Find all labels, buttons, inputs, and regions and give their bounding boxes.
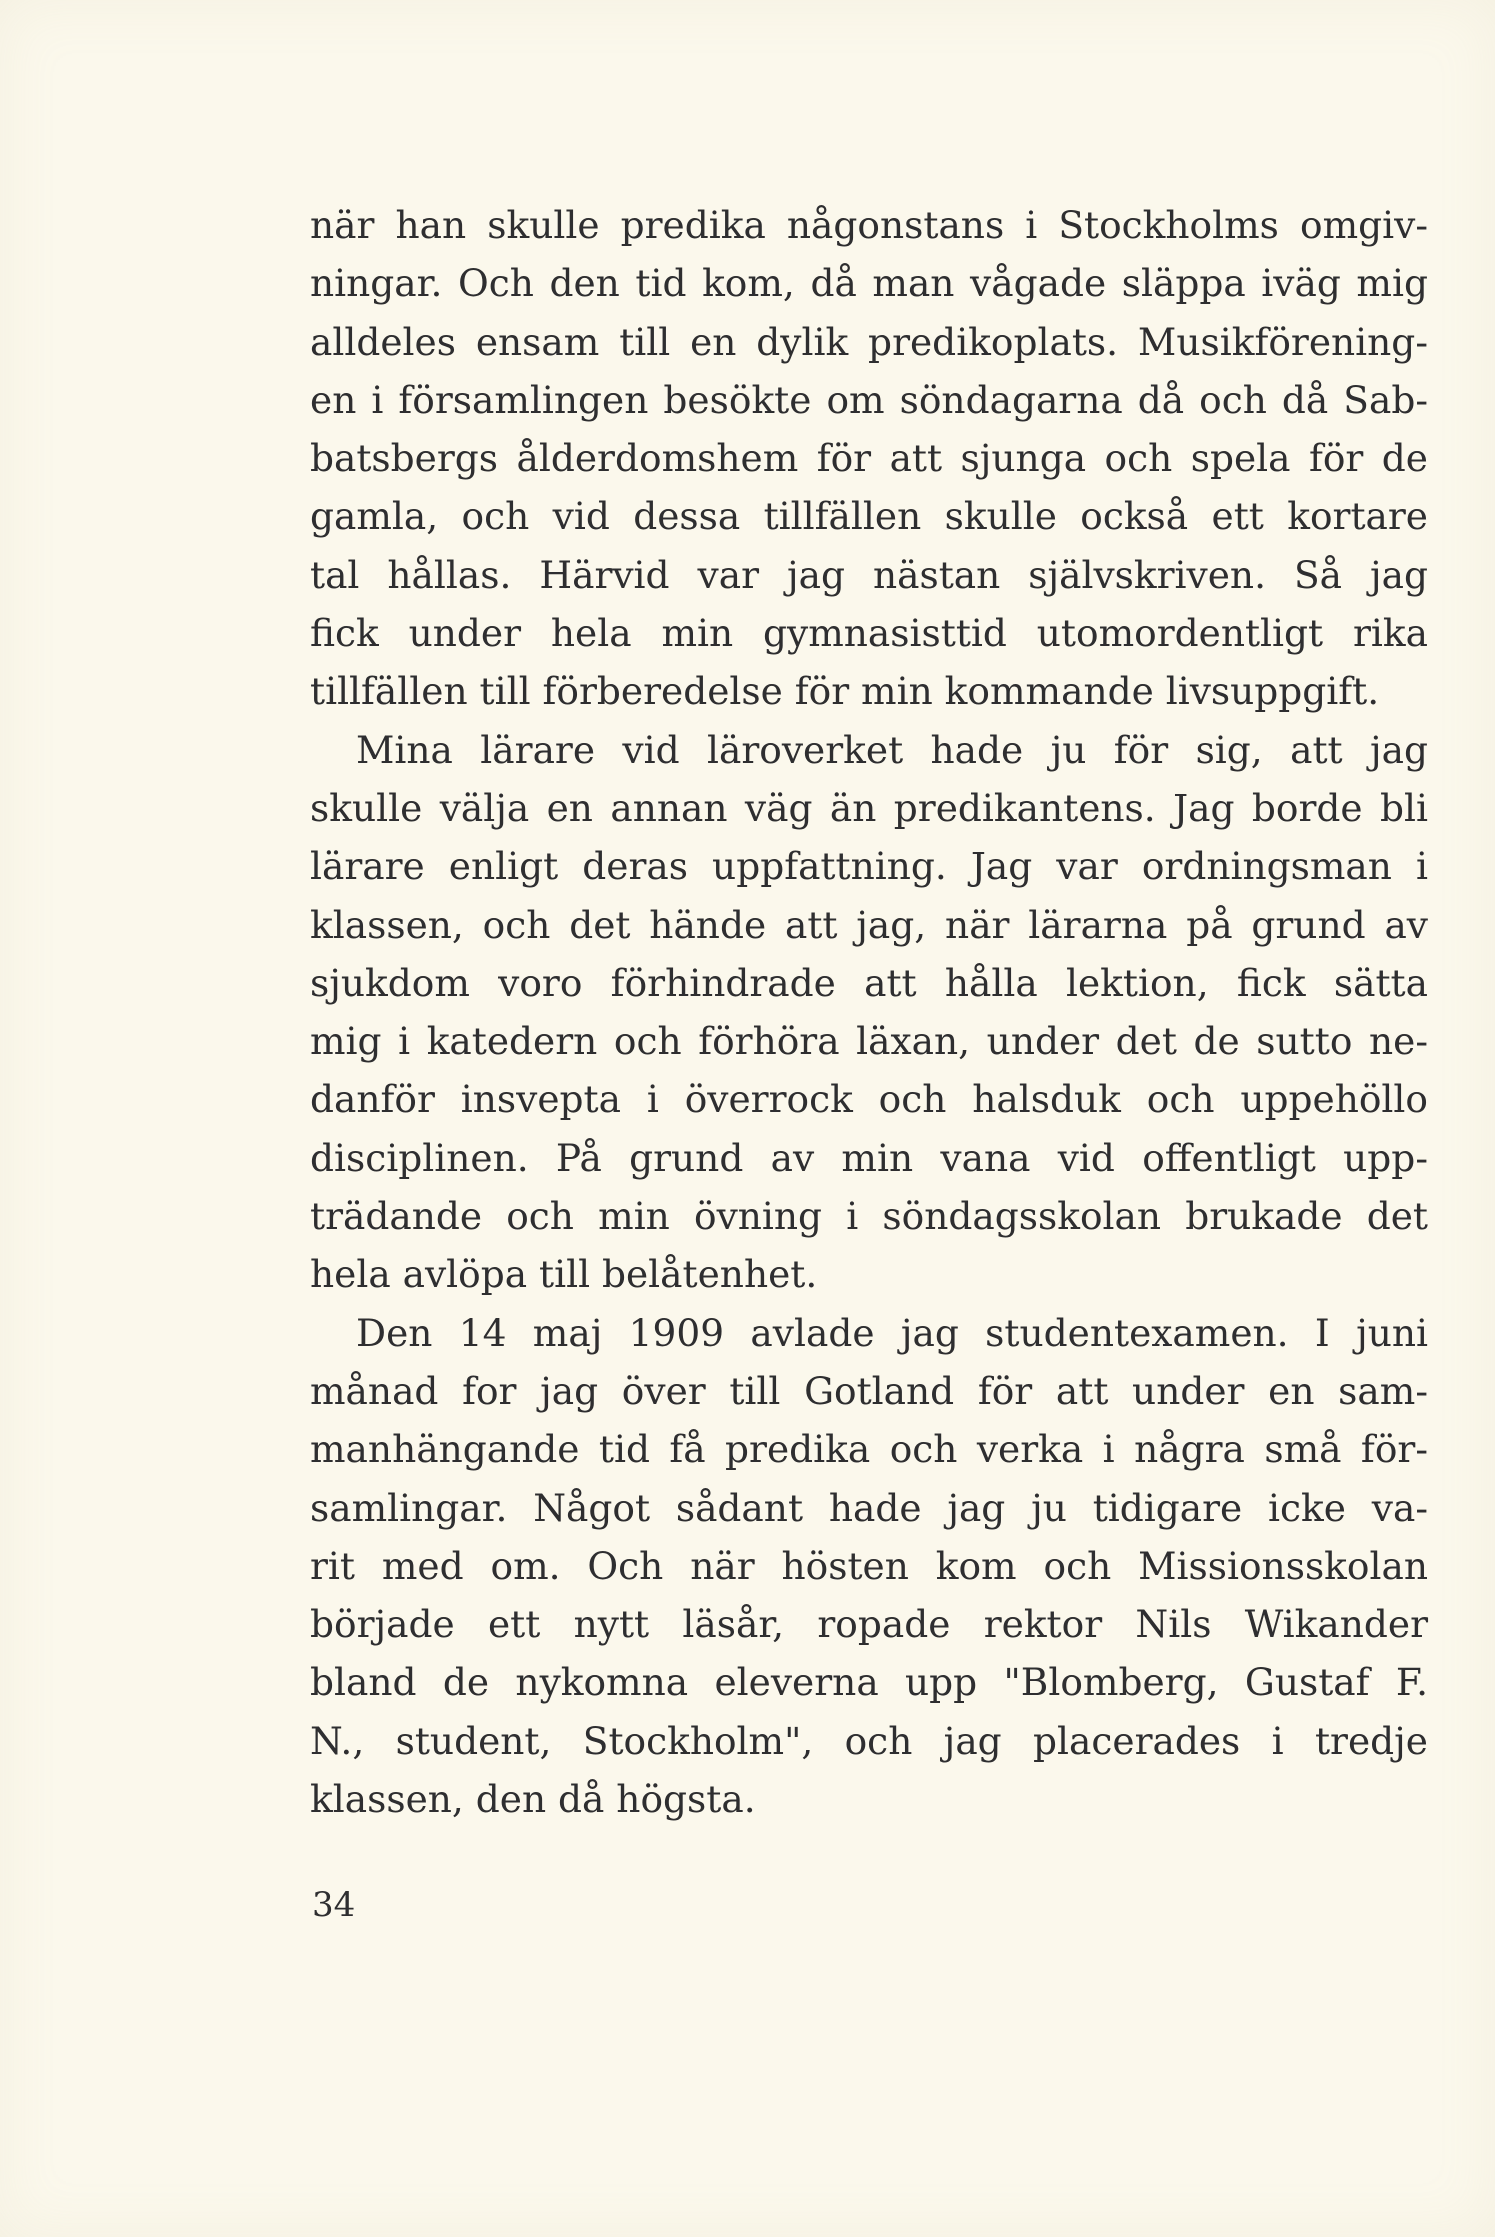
text-line: rit med om. Och när hösten kom och Missionsskolan [310,1543,1428,1588]
text-line: mig i katedern och förhöra läxan, under det de sutto ne- [310,1019,1428,1064]
text-line: fick under hela min gymnasisttid utomordentligt rika [310,611,1428,656]
text-line: alldeles ensam till en dylik predikoplats. Musikförening- [310,319,1428,364]
text-line: N., student, Stockholm", och jag placerades i tredje [310,1718,1428,1763]
text-line: sjukdom voro förhindrade att hålla lektion, fick sätta [310,960,1428,1005]
text-line: när han skulle predika någonstans i Stockholms omgiv- [310,203,1428,247]
text-line: började ett nytt läsår, ropade rektor Nils Wikander [310,1602,1428,1647]
body-text [310,196,1428,1828]
text-line: klassen, den då högsta. [310,1777,756,1822]
text-line: bland de nykomna eleverna upp "Blomberg, Gustaf F. [310,1660,1428,1705]
text-line: Mina lärare vid läroverket hade ju för sig, att jag [356,727,1428,772]
text-line: trädande och min övning i söndagsskolan brukade det [310,1194,1428,1239]
text-line: disciplinen. På grund av min vana vid offentligt upp- [310,1135,1428,1180]
text-line: manhängande tid få predika och verka i några små för- [310,1427,1428,1472]
text-line: batsbergs ålderdomshem för att sjunga och spela för de [310,436,1428,481]
text-line: skulle välja en annan väg än predikantens. Jag borde bli [310,785,1428,830]
text-line: en i församlingen besökte om söndagarna då och då Sab- [310,377,1428,422]
text-line: danför insvepta i överrock och halsduk och uppehöllo [310,1077,1428,1122]
text-line: gamla, och vid dessa tillfällen skulle också ett kortare [310,494,1428,539]
text-line: Den 14 maj 1909 avlade jag studentexamen. I juni [356,1310,1428,1355]
text-line: tillfällen till förberedelse för min kommande livsuppgift. [310,669,1380,714]
text-line: månad for jag över till Gotland för att under en sam- [310,1368,1428,1413]
text-line: lärare enligt deras uppfattning. Jag var ordningsman i [310,844,1428,889]
text-line: tal hållas. Härvid var jag nästan självskriven. Så jag [310,552,1428,597]
text-line: klassen, och det hände att jag, när lärarna på grund av [310,902,1428,947]
text-line: samlingar. Något sådant hade jag ju tidigare icke va- [310,1485,1428,1530]
text-line: ningar. Och den tid kom, då man vågade släppa iväg mig [310,261,1428,306]
page-number: 34 [312,1885,356,1925]
text-line: hela avlöpa till belåtenhet. [310,1252,818,1297]
